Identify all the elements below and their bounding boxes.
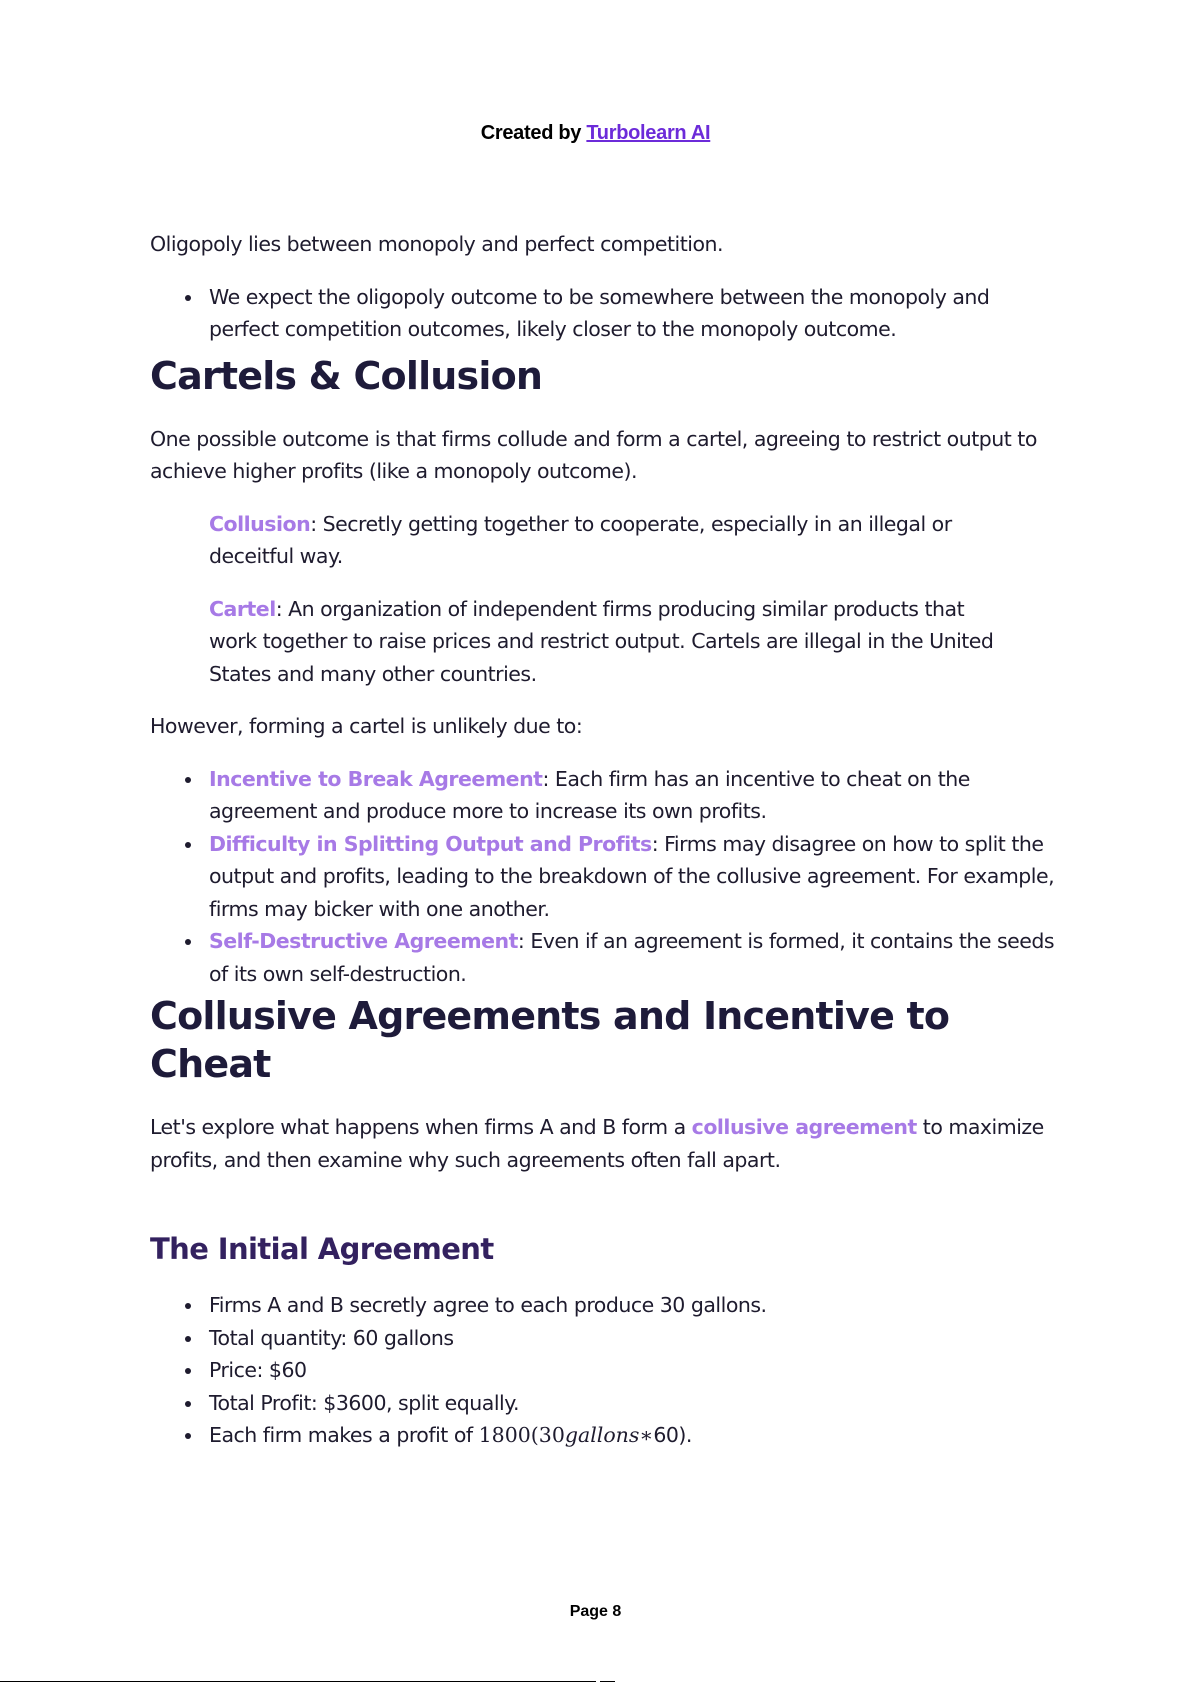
collusive-text-start: Let's explore what happens when firms A and B form a [150, 1115, 692, 1139]
list-item [150, 1419, 1060, 1452]
reason-text: : Firms may disagree on how to split the output and profits, leading to the breakdown of the collusive agreement. For example, firms may bicker with one another. [209, 831, 1055, 921]
definition-cartel [150, 593, 1060, 691]
list-item [150, 763, 1060, 828]
list-item [150, 925, 1060, 990]
bottom-divider [0, 1681, 596, 1682]
however-paragraph: However, forming a cartel is unlikely due to: [150, 714, 583, 738]
list-item: We expect the oligopoly outcome to be somewhere between the monopoly and perfect competition outcomes, likely closer to the monopoly outcome. [150, 281, 1060, 346]
header-credit [0, 122, 1191, 145]
profit-text-end: 60). [653, 1423, 692, 1447]
heading-cartels-collusion: Cartels & Collusion [150, 353, 543, 398]
header-prefix: Created by [480, 122, 587, 144]
bottom-divider-tail [600, 1681, 615, 1682]
definition-text: : An organization of independent firms producing similar products that work together to raise prices and restrict output. Cartels are illegal in the United States and many other countries. [209, 596, 994, 686]
cartels-paragraph: One possible outcome is that firms collude and form a cartel, agreeing to restrict output to achieve higher profits (like a monopoly outcome). [150, 426, 1037, 483]
intro-bullets [150, 281, 1060, 346]
reasons-list [150, 763, 1060, 991]
collusive-paragraph [150, 1111, 1060, 1176]
page-number: Page 8 [569, 1603, 622, 1620]
term-collusion: Collusion [209, 511, 311, 536]
list-item: Total Profit: $3600, split equally. [150, 1387, 1060, 1420]
list-item: Price: $60 [150, 1354, 1060, 1387]
list-item: Firms A and B secretly agree to each produce 30 gallons. [150, 1289, 1060, 1322]
term-cartel: Cartel [209, 596, 276, 621]
heading-initial-agreement: The Initial Agreement [150, 1232, 494, 1266]
turbolearn-link[interactable]: Turbolearn AI [586, 122, 711, 144]
intro-paragraph: Oligopoly lies between monopoly and perfect competition. [150, 232, 724, 256]
formula-operator: ∗ [639, 1423, 654, 1447]
heading-collusive-agreements: Collusive Agreements and Incentive to Cheat [150, 994, 950, 1086]
reason-text: : Even if an agreement is formed, it contains the seeds of its own self-destruction. [209, 929, 1055, 986]
definition-collusion [150, 508, 1060, 573]
collusive-text-end: to maximize profits, and then examine why such agreements often fall apart. [150, 1115, 1044, 1172]
profit-formula [479, 1423, 654, 1447]
reason-text: : Each firm has an incentive to cheat on the agreement and produce more to increase its own profits. [209, 766, 970, 823]
term-difficulty-splitting: Difficulty in Splitting Output and Profits [209, 831, 652, 856]
term-collusive-agreement: collusive agreement [691, 1115, 917, 1139]
formula-variable: gallons [564, 1423, 640, 1447]
profit-text: Each firm makes a profit of [209, 1423, 479, 1447]
term-self-destructive: Self-Destructive Agreement [209, 929, 518, 953]
term-incentive-break: Incentive to Break Agreement [209, 766, 543, 791]
document-body [150, 228, 1060, 1452]
list-item: Total quantity: 60 gallons [150, 1322, 1060, 1355]
initial-agreement-list [150, 1289, 1060, 1452]
definition-text: : Secretly getting together to cooperate, especially in an illegal or deceitful way. [209, 511, 952, 568]
list-item [150, 828, 1060, 926]
formula-number: 1800(30 [478, 1423, 565, 1447]
